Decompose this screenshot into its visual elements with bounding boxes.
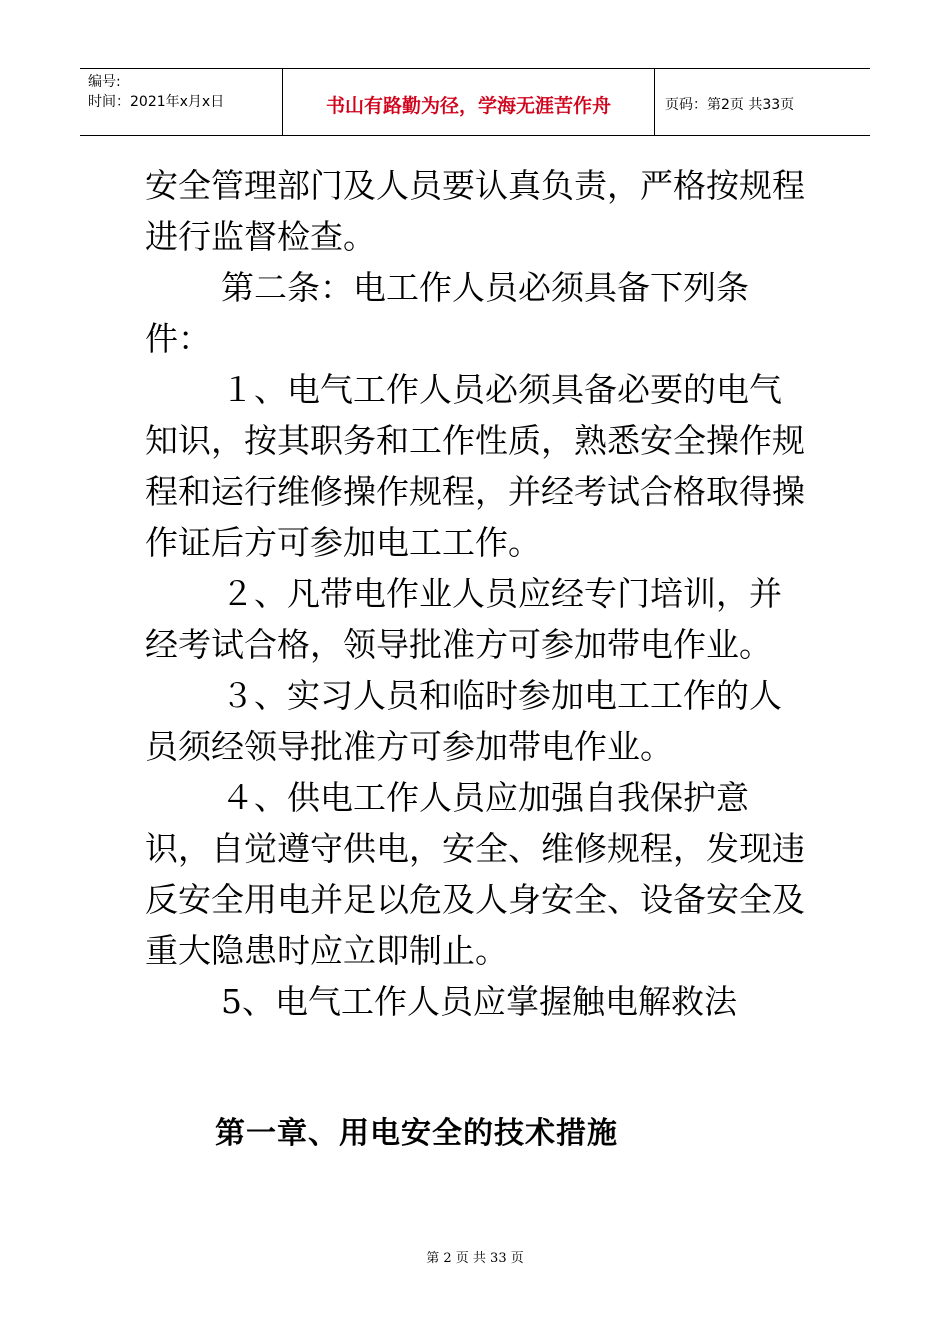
page-footer: 第 2 页 共 33 页 bbox=[426, 1251, 524, 1266]
page-header bbox=[80, 68, 870, 136]
header-meta bbox=[80, 69, 283, 135]
header-motto: 书山有路勤为径，学海无涯苦作舟 bbox=[283, 69, 655, 135]
paragraph-item-5: 5、电气工作人员应掌握触电解救法 bbox=[221, 982, 737, 1021]
document-body bbox=[145, 160, 810, 1027]
paragraph-article-two: 第二条：电工作人员必须具备下列条件： bbox=[145, 268, 749, 358]
chapter-heading: 第一章、用电安全的技术措施 bbox=[215, 1116, 618, 1151]
paragraph-item-1: １、电气工作人员必须具备必要的电气知识，按其职务和工作性质，熟悉安全操作规程和运行维修操作规程，并经考试合格取得操作证后方可参加电工工作。 bbox=[145, 370, 805, 562]
header-page-info: 页码：第2页 共33页 bbox=[665, 97, 795, 113]
paragraph-continuation: 安全管理部门及人员要认真负责，严格按规程进行监督检查。 bbox=[145, 166, 805, 256]
paragraph-item-2: ２、凡带电作业人员应经专门培训，并经考试合格，领导批准方可参加带电作业。 bbox=[145, 574, 782, 664]
paragraph-item-4: ４、供电工作人员应加强自我保护意识，自觉遵守供电，安全、维修规程，发现违反安全用电并足以危及人身安全、设备安全及重大隐患时应立即制止。 bbox=[145, 778, 805, 970]
paragraph-item-3: ３、实习人员和临时参加电工工作的人员须经领导批准方可参加带电作业。 bbox=[145, 676, 782, 766]
number-label: 编号: bbox=[88, 74, 121, 90]
time-label: 时间：2021年x月x日 bbox=[88, 94, 225, 110]
